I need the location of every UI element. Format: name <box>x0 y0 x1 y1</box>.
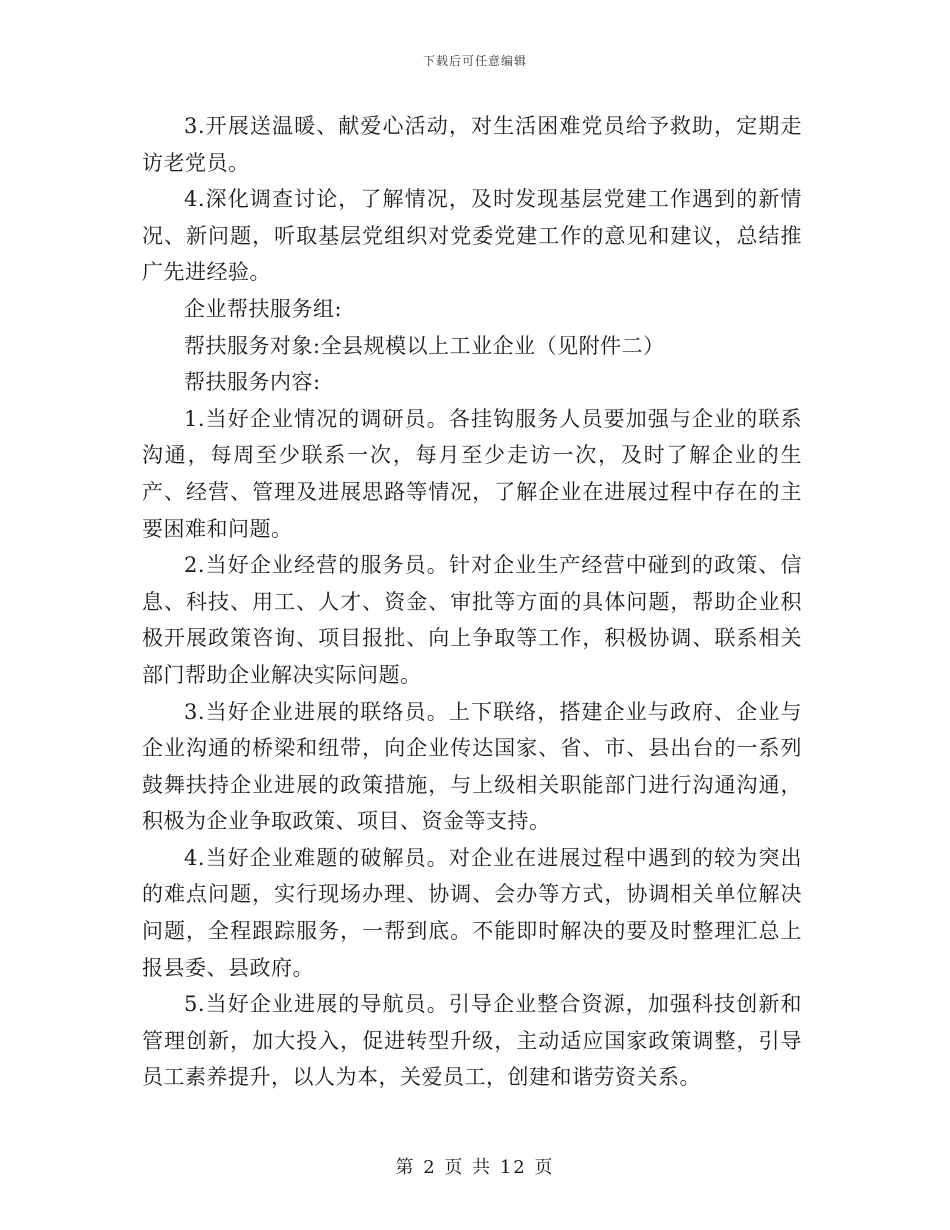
service-content-heading: 帮扶服务内容: <box>184 370 321 395</box>
paragraph-item-3-liaison: 3.当好企业进展的联络员。上下联络，搭建企业与政府、企业与企业沟通的桥梁和纽带，向企业传达国家、省、市、县出台的一系列鼓舞扶持企业进展的政策措施，与上级相关职能部门进行沟通沟通，积极为企业争取政策、项目、资金等支持。 <box>142 699 802 834</box>
paragraph-item-1-researcher: 1.当好企业情况的调研员。各挂钩服务人员要加强与企业的联系沟通，每周至少联系一次，每月至少走访一次，及时了解企业的生产、经营、管理及进展思路等情况，了解企业在进展过程中存在的主要困难和问题。 <box>142 406 802 541</box>
paragraph-item-4-research: 4.深化调查讨论，了解情况，及时发现基层党建工作遇到的新情况、新问题，听取基层党组织对党委党建工作的意见和建议，总结推广先进经验。 <box>142 187 802 285</box>
document-body <box>142 108 802 1096</box>
page-header-note: 下载后可任意编辑 <box>422 54 527 68</box>
paragraph-item-2-service: 2.当好企业经营的服务员。针对企业生产经营中碰到的政策、信息、科技、用工、人才、资金、审批等方面的具体问题，帮助企业积极开展政策咨询、项目报批、向上争取等工作，积极协调、联系相关部门帮助企业解决实际问题。 <box>142 553 802 687</box>
section-heading-enterprise-group: 企业帮扶服务组: <box>184 296 343 321</box>
paragraph-item-4-problem-solver: 4.当好企业难题的破解员。对企业在进展过程中遇到的较为突出的难点问题，实行现场办理、协调、会办等方式，协调相关单位解决问题，全程跟踪服务，一帮到底。不能即时解决的要及时整理汇总上报县委、县政府。 <box>142 845 802 980</box>
service-target: 帮扶服务对象:全县规模以上工业企业（见附件二） <box>184 333 665 358</box>
page-number: 第 2 页 共 12 页 <box>395 1157 555 1178</box>
paragraph-item-5-navigator: 5.当好企业进展的导航员。引导企业整合资源，加强科技创新和管理创新，加大投入，促进转型升级，主动适应国家政策调整，引导员工素养提升，以人为本，关爱员工，创建和谐劳资关系。 <box>142 992 802 1090</box>
paragraph-item-3-warmth: 3.开展送温暖、献爱心活动，对生活困难党员给予救助，定期走访老党员。 <box>142 114 802 175</box>
